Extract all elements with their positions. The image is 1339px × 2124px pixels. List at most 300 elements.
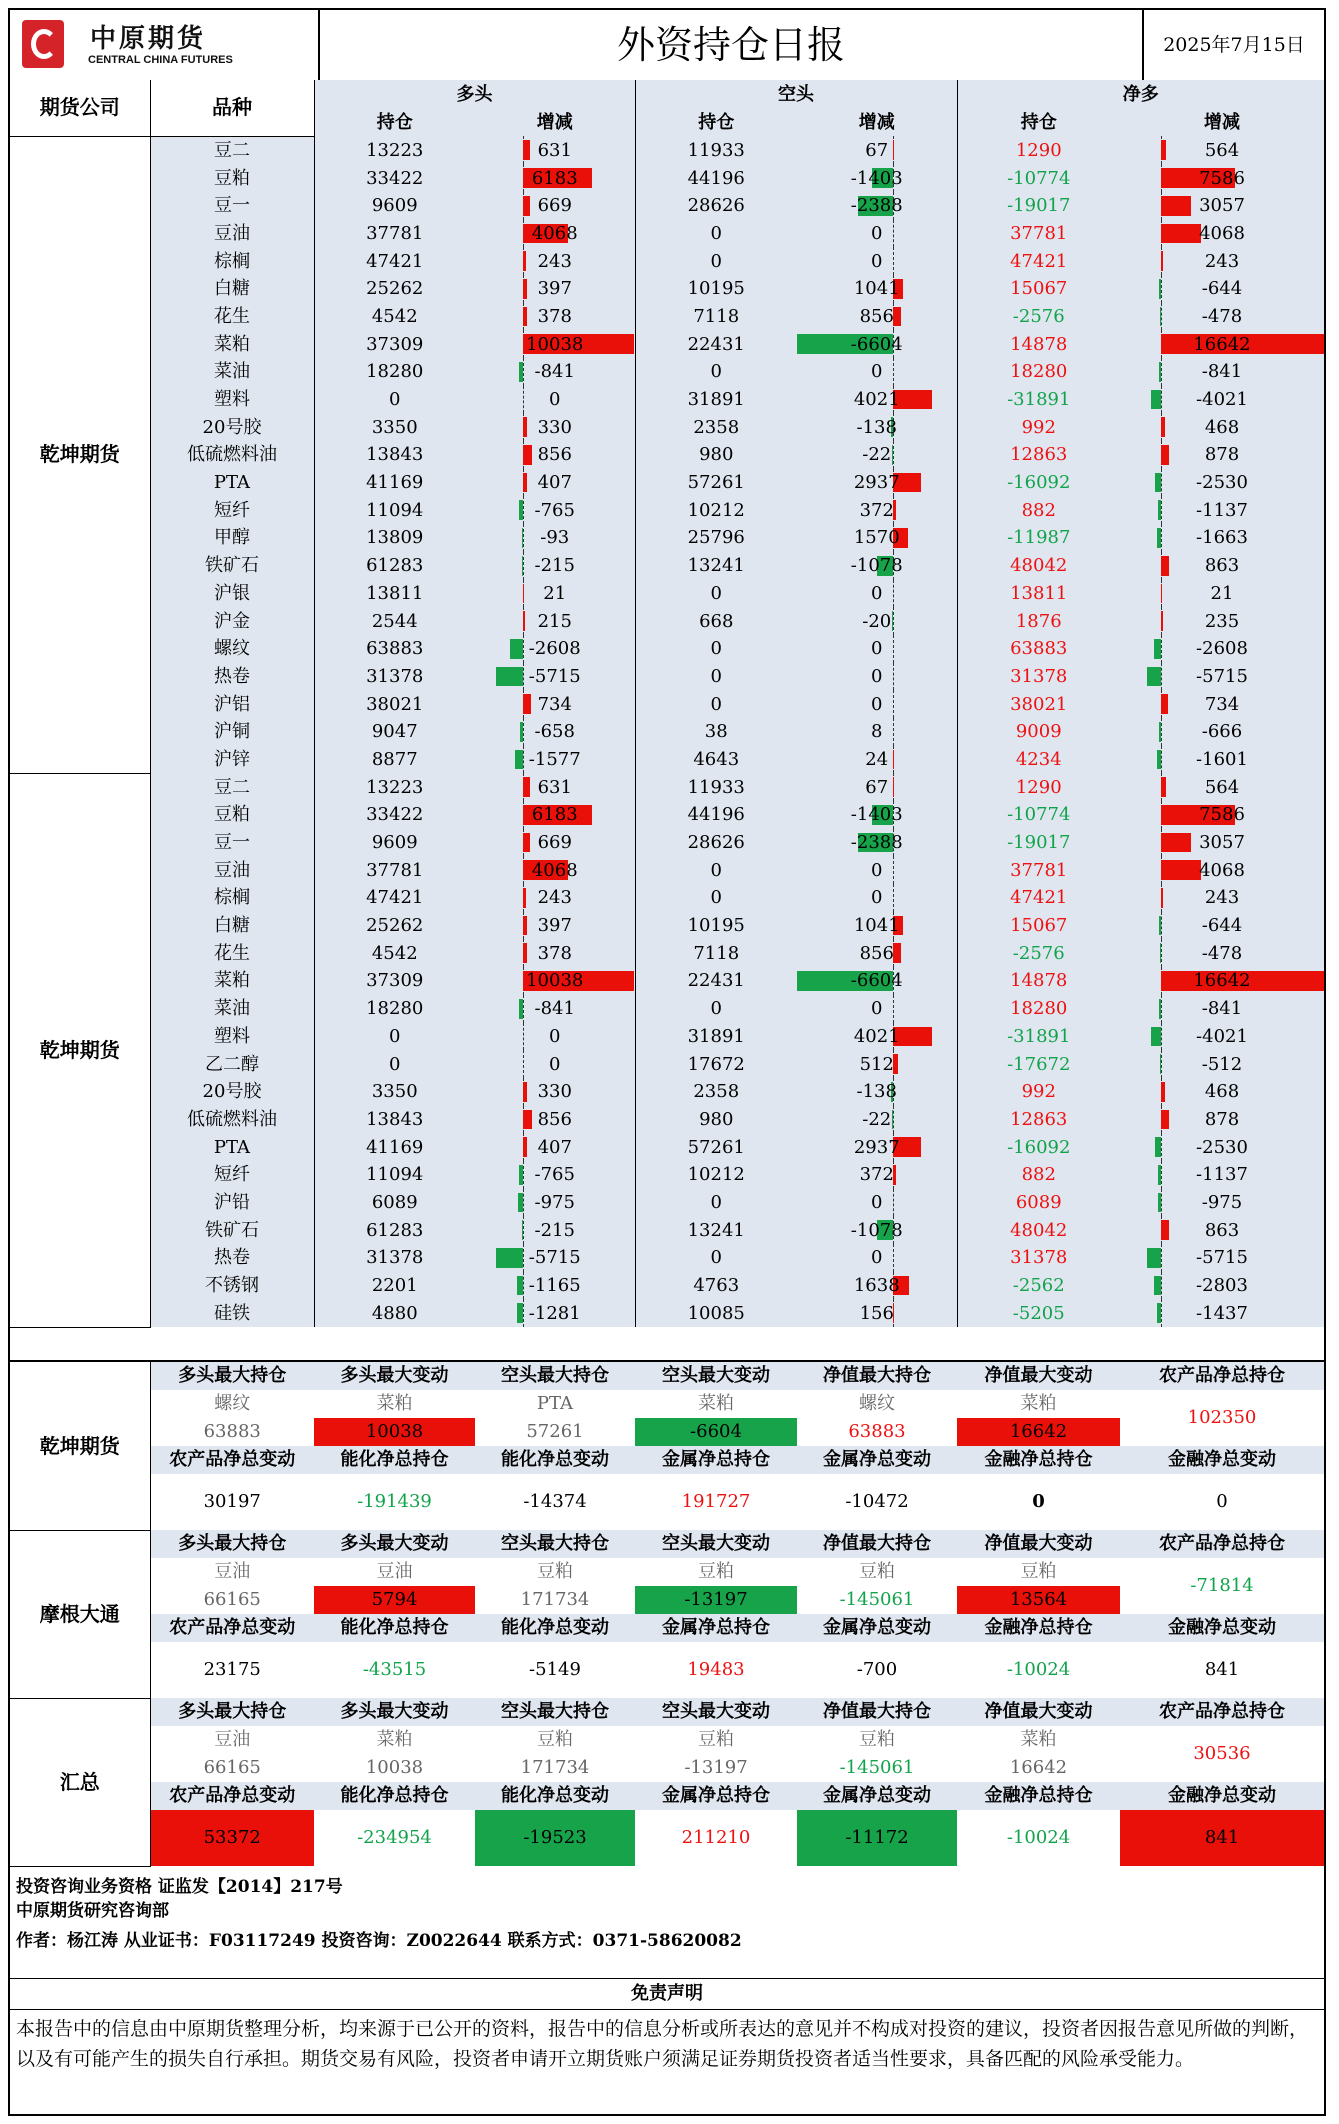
net-hold: 882 [957,496,1120,524]
change-bar [523,916,527,936]
variety-name: 20号胶 [150,1078,314,1106]
short-hold: 0 [635,247,797,275]
change-value: -2608 [1196,638,1248,660]
summary-label: 空头最大变动 [635,1361,797,1390]
long-hold: 4542 [314,303,475,331]
header-short-chg: 增减 [797,108,957,136]
short-hold: 44196 [635,164,797,192]
long-change [475,164,635,192]
zero-line [1161,496,1162,524]
change-value: -1437 [1196,1302,1248,1324]
zero-line [1161,1161,1162,1189]
short-hold: 17672 [635,1050,797,1078]
change-bar [520,722,523,742]
short-hold: 57261 [635,1133,797,1161]
summary-label: 多头最大持仓 [150,1698,314,1726]
company-logo [10,10,320,80]
long-change [475,247,635,275]
summary-value: 66165 [203,1589,261,1610]
summary-label: 能化净总持仓 [314,1614,475,1642]
variety-name: 菜粕 [150,330,314,358]
net-hold: 48042 [957,1216,1120,1244]
long-change [475,413,635,441]
change-bar [1151,1027,1161,1047]
change-value: -2388 [850,195,903,217]
change-value: 4021 [853,389,900,411]
net-change [1120,1106,1324,1134]
short-change [797,884,957,912]
summary-company: 摩根大通 [10,1530,150,1698]
short-change [797,939,957,967]
summary-variety: 豆粕 [698,1729,734,1750]
zero-line [1161,1244,1162,1272]
net-change [1120,386,1324,414]
zero-line [523,995,524,1023]
long-hold: 61283 [314,1216,475,1244]
short-hold: 0 [635,995,797,1023]
short-change [797,773,957,801]
change-value: 21 [1210,582,1234,604]
long-hold: 3350 [314,1078,475,1106]
long-change [475,635,635,663]
summary-total-value: 53372 [150,1810,314,1866]
summary-label: 多头最大持仓 [150,1530,314,1558]
long-hold: 31378 [314,663,475,691]
long-change [475,136,635,164]
long-change [475,856,635,884]
summary-label: 空头最大持仓 [475,1530,635,1558]
table-row [10,1078,1324,1106]
summary-label-row [10,1361,1324,1390]
short-change [797,746,957,774]
long-change [475,801,635,829]
short-change [797,690,957,718]
zero-line [1161,469,1162,497]
change-value: 8 [871,721,883,743]
long-change [475,1078,635,1106]
change-bar [510,639,522,659]
change-value: -1281 [528,1302,581,1324]
short-hold: 10085 [635,1299,797,1327]
net-hold: -16092 [957,1133,1120,1161]
short-change [797,164,957,192]
table-row [10,746,1324,774]
variety-name: 热卷 [150,1244,314,1272]
table-row [10,1216,1324,1244]
change-bar [519,999,523,1019]
summary-total-value: -10024 [1006,1827,1071,1848]
net-hold: -19017 [957,192,1120,220]
summary-label: 金属净总持仓 [635,1782,797,1810]
summary-variety: 豆粕 [537,1561,573,1582]
change-value: 631 [537,776,572,798]
short-change [797,247,957,275]
change-value: 6183 [531,167,578,189]
net-hold: 1290 [957,136,1120,164]
short-change [797,801,957,829]
change-value: -22 [862,444,892,466]
summary-total-value: 0 [1216,1491,1228,1512]
zero-line [523,746,524,774]
table-row [10,801,1324,829]
short-change [797,136,957,164]
zero-line [893,220,894,248]
long-change [475,1244,635,1272]
disclaimer-title: 免责声明 [10,1978,1324,2010]
change-value: -975 [534,1191,575,1213]
table-row [10,967,1324,995]
change-value: -644 [1201,915,1243,937]
change-value: 0 [871,638,883,660]
change-bar [1159,362,1161,382]
net-hold: 14878 [957,330,1120,358]
change-value: 378 [537,942,572,964]
summary-total-value: 191727 [681,1491,751,1512]
long-hold: 18280 [314,995,475,1023]
change-bar [893,140,894,160]
change-value: -1165 [528,1275,581,1297]
net-hold: -11987 [957,524,1120,552]
change-bar [1160,1054,1161,1074]
department-line: 中原期货研究咨询部 [16,1901,169,1921]
summary-total-value: 211210 [681,1827,751,1848]
long-hold: 41169 [314,469,475,497]
change-bar [1159,279,1161,299]
zero-line [1161,303,1162,331]
change-value: -20 [862,610,892,632]
short-change [797,1189,957,1217]
change-value: 856 [859,942,894,964]
change-bar [893,777,894,797]
summary-label: 多头最大变动 [314,1530,475,1558]
table-row [10,164,1324,192]
summary-value: 5794 [314,1586,475,1614]
net-hold: -5205 [957,1299,1120,1327]
short-hold: 0 [635,580,797,608]
change-bar [519,500,523,520]
net-hold: 18280 [957,995,1120,1023]
change-bar [1161,140,1167,160]
change-value: -1403 [850,804,903,826]
summary-label: 能化净总持仓 [314,1446,475,1474]
net-change [1120,1023,1324,1051]
short-hold: 0 [635,1244,797,1272]
variety-name: 铁矿石 [150,552,314,580]
summary-value: 171734 [520,1757,590,1778]
short-change [797,441,957,469]
change-bar [523,307,527,327]
change-bar [1159,916,1161,936]
short-hold: 22431 [635,967,797,995]
net-hold: 1876 [957,607,1120,635]
net-change [1120,967,1324,995]
variety-name: 沪金 [150,607,314,635]
summary-variety: 豆粕 [698,1561,734,1582]
zero-line [893,995,894,1023]
zero-line [1161,912,1162,940]
change-bar [517,1276,523,1296]
table-row [10,635,1324,663]
zero-line [523,1189,524,1217]
summary-agri-net: 30536 [1193,1743,1251,1764]
net-change [1120,607,1324,635]
short-change [797,856,957,884]
long-hold: 11094 [314,496,475,524]
long-change [475,1106,635,1134]
variety-name: 白糖 [150,275,314,303]
change-bar [1161,556,1169,576]
header-net-chg: 增减 [1120,108,1324,136]
summary-total-value: -11172 [797,1810,957,1866]
long-change [475,967,635,995]
short-change [797,220,957,248]
change-bar [1147,667,1161,687]
change-value: 215 [537,610,572,632]
summary-value: -145061 [839,1757,915,1778]
long-change [475,1272,635,1300]
zero-line [1161,1050,1162,1078]
change-value: 372 [859,1164,894,1186]
long-change [475,1050,635,1078]
change-bar [519,1165,523,1185]
change-value: 734 [1204,693,1240,715]
short-hold: 0 [635,358,797,386]
table-row [10,1050,1324,1078]
summary-total-value: -234954 [357,1827,432,1848]
table-row [10,275,1324,303]
net-change [1120,441,1324,469]
short-hold: 38 [635,718,797,746]
change-bar [523,196,530,216]
zero-line [523,552,524,580]
zero-line [523,524,524,552]
change-value: 6183 [531,804,578,826]
net-hold: 31378 [957,663,1120,691]
change-value: -5715 [528,1247,581,1269]
summary-label: 金融净总持仓 [957,1614,1120,1642]
zero-line [523,663,524,691]
net-hold: -2576 [957,939,1120,967]
table-row [10,773,1324,801]
change-bar [523,445,533,465]
summary-agri-net: -71814 [1190,1575,1254,1596]
variety-name: 热卷 [150,663,314,691]
variety-name: 塑料 [150,386,314,414]
net-change [1120,690,1324,718]
table-row [10,192,1324,220]
change-value: 0 [871,887,883,909]
summary-total-value: -19523 [475,1810,635,1866]
change-value: 0 [549,1025,561,1047]
net-hold: -17672 [957,1050,1120,1078]
net-hold: 18280 [957,358,1120,386]
header-long: 多头 [314,80,635,108]
zero-line [1161,1133,1162,1161]
variety-name: 棕榈 [150,247,314,275]
summary-variety: 豆油 [376,1561,413,1582]
zero-line [1161,663,1162,691]
summary-variety: 菜粕 [1020,1729,1057,1750]
header-short: 空头 [635,80,957,108]
table-row [10,884,1324,912]
net-hold: 6089 [957,1189,1120,1217]
net-change [1120,746,1324,774]
table-row [10,829,1324,857]
summary-value: 63883 [848,1421,906,1442]
change-value: -644 [1201,278,1243,300]
short-change [797,1133,957,1161]
summary-variety: 菜粕 [376,1729,413,1750]
zero-line [893,441,894,469]
table-row [10,1244,1324,1272]
change-bar [1157,1303,1161,1323]
long-hold: 9609 [314,829,475,857]
table-row [10,580,1324,608]
zero-line [1161,635,1162,663]
change-bar [1155,1137,1161,1157]
change-value: -1403 [850,167,903,189]
change-value: 468 [1204,416,1240,438]
net-change [1120,1272,1324,1300]
long-hold: 25262 [314,275,475,303]
long-hold: 3350 [314,413,475,441]
table-row [10,663,1324,691]
summary-name-row [10,1390,1324,1418]
long-change [475,663,635,691]
net-change [1120,469,1324,497]
long-hold: 4542 [314,939,475,967]
variety-name: 甲醇 [150,524,314,552]
summary-total-value: 23175 [203,1659,261,1680]
long-change [475,718,635,746]
net-change [1120,718,1324,746]
table-row [10,690,1324,718]
change-bar [1161,888,1163,908]
short-hold: 11933 [635,773,797,801]
change-bar [1160,307,1161,327]
table-row [10,1189,1324,1217]
short-hold: 0 [635,690,797,718]
net-change [1120,1050,1324,1078]
net-hold: 47421 [957,247,1120,275]
table-row [10,939,1324,967]
short-change [797,303,957,331]
short-change [797,1106,957,1134]
summary-label: 净值最大持仓 [797,1361,957,1390]
long-change [475,1023,635,1051]
long-hold: 0 [314,386,475,414]
long-hold: 33422 [314,801,475,829]
header-short-hold: 持仓 [635,108,797,136]
long-change [475,1216,635,1244]
change-value: 67 [865,776,889,798]
variety-name: 沪铝 [150,690,314,718]
long-hold: 37309 [314,330,475,358]
net-change [1120,1299,1324,1327]
variety-name: 乙二醇 [150,1050,314,1078]
summary-label-row [10,1530,1324,1558]
summary-label: 金属净总变动 [797,1782,957,1810]
summary-value: 171734 [520,1589,590,1610]
change-value: 156 [859,1302,894,1324]
summary-label: 能化净总变动 [475,1782,635,1810]
long-change [475,829,635,857]
long-change [475,496,635,524]
short-change [797,358,957,386]
long-change [475,746,635,774]
change-value: -2803 [1196,1275,1248,1297]
long-hold: 0 [314,1023,475,1051]
table-row [10,441,1324,469]
change-bar [518,1193,523,1213]
change-value: -841 [1201,998,1243,1020]
change-value: 4068 [531,222,578,244]
table-row [10,552,1324,580]
change-bar [1161,860,1201,880]
change-value: 468 [1204,1081,1240,1103]
change-value: 631 [537,139,572,161]
change-value: 1570 [853,527,900,549]
short-change [797,607,957,635]
change-value: 330 [537,416,572,438]
short-change [797,912,957,940]
short-hold: 0 [635,856,797,884]
summary-label: 农产品净总持仓 [1120,1698,1324,1726]
change-value: 4068 [1199,222,1245,244]
net-hold: 14878 [957,967,1120,995]
variety-name: 沪铜 [150,718,314,746]
long-hold: 37781 [314,856,475,884]
summary-label: 农产品净总变动 [150,1782,314,1810]
summary-value: -6604 [635,1418,797,1446]
net-change [1120,1244,1324,1272]
change-value: 564 [1204,776,1240,798]
long-hold: 33422 [314,164,475,192]
change-bar [523,473,528,493]
table-row [10,303,1324,331]
summary-label: 农产品净总持仓 [1120,1530,1324,1558]
change-bar [1161,251,1163,271]
change-value: -1137 [1196,1164,1248,1186]
table-row [10,1133,1324,1161]
summary-total-value: 841 [1204,1659,1240,1680]
net-hold: -31891 [957,1023,1120,1051]
change-value: 2937 [853,1136,900,1158]
table-row [10,358,1324,386]
table-row [10,136,1324,164]
zero-line [893,856,894,884]
long-hold: 0 [314,1050,475,1078]
short-hold: 11933 [635,136,797,164]
summary-label: 净值最大持仓 [797,1530,957,1558]
variety-name: 豆油 [150,220,314,248]
summary-total-value: -43515 [362,1659,427,1680]
net-change [1120,192,1324,220]
net-change [1120,496,1324,524]
summary-value: -13197 [684,1757,748,1778]
change-bar [523,1082,527,1102]
summary-label: 空头最大持仓 [475,1361,635,1390]
change-value: 235 [1204,610,1240,632]
change-value: -6604 [850,333,903,355]
long-change [475,275,635,303]
short-hold: 31891 [635,1023,797,1051]
change-value: 0 [549,389,561,411]
long-hold: 13223 [314,773,475,801]
summary-label: 金融净总变动 [1120,1782,1324,1810]
short-change [797,1299,957,1327]
net-change [1120,413,1324,441]
